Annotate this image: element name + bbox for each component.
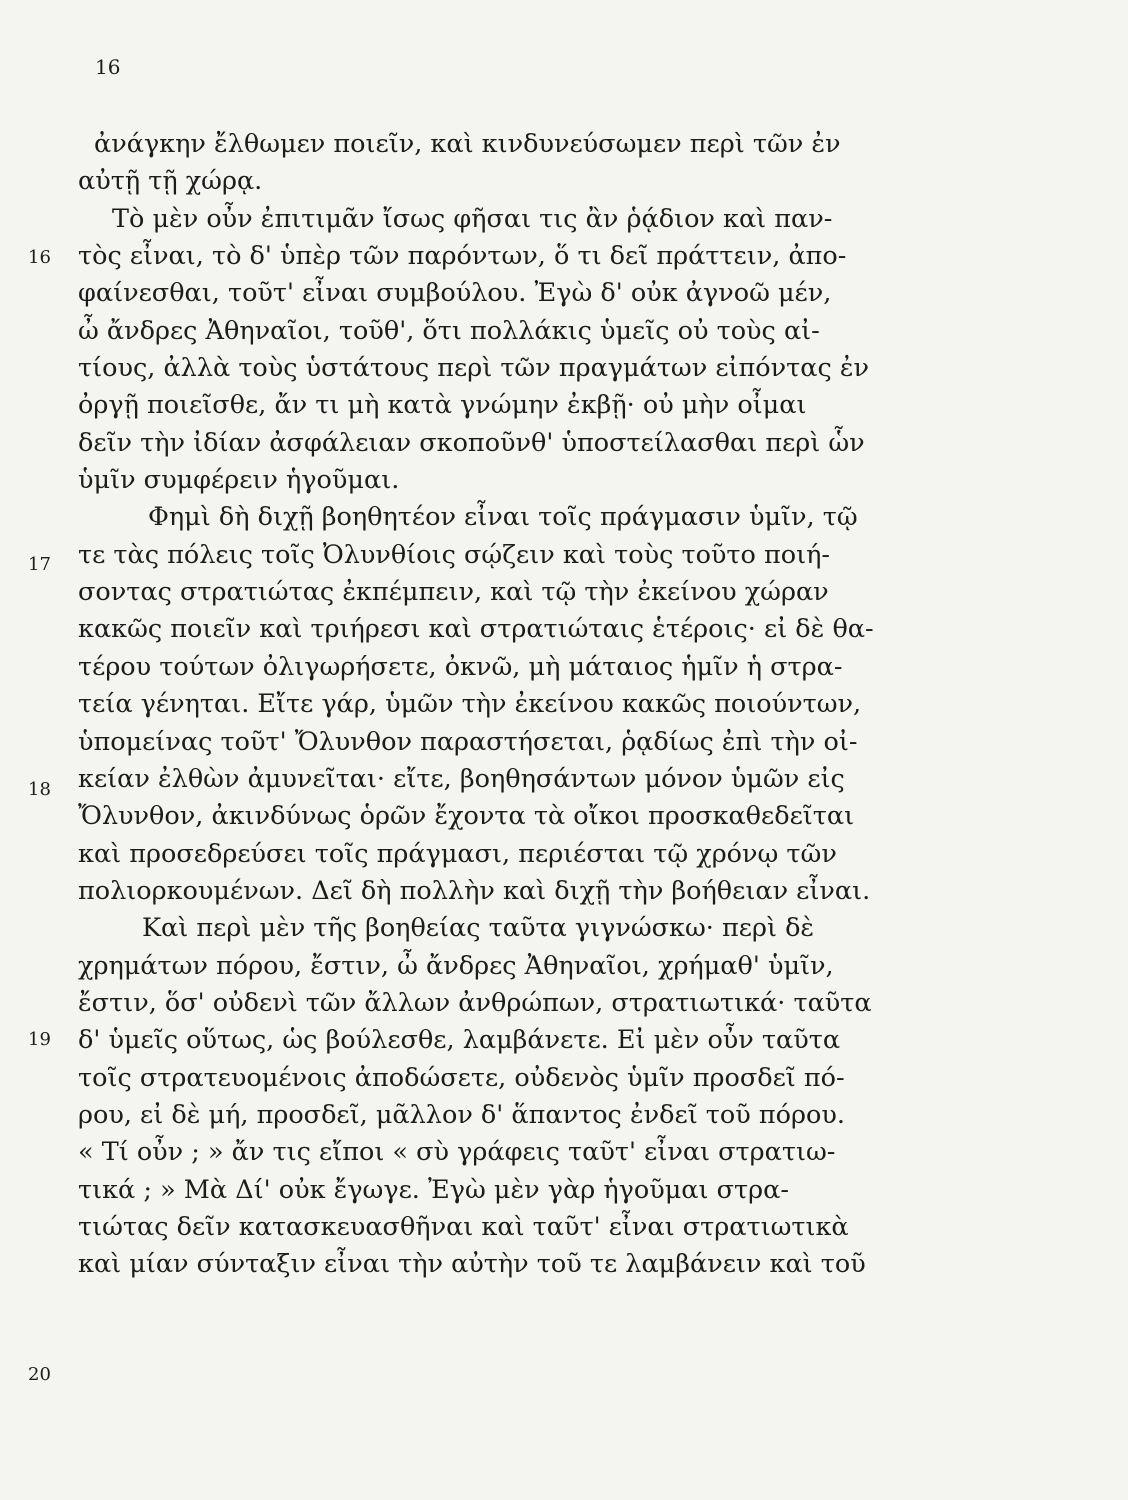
- section-number-17: 17: [28, 554, 51, 575]
- text-line: τικά ; » Μὰ Δί' οὐκ ἔγωγε. Ἐγὼ μὲν γὰρ ἡγοῦμαι στρα-: [78, 1174, 789, 1205]
- text-line: κακῶς ποιεῖν καὶ τριήρεσι καὶ στρατιώταις ἑτέροις· εἰ δὲ θα-: [78, 614, 874, 645]
- section-number-20: 20: [28, 1364, 51, 1385]
- section-number-19: 19: [28, 1029, 51, 1050]
- page-number: 16: [95, 55, 121, 79]
- text-line: ὦ ἄνδρες Ἀθηναῖοι, τοῦθ', ὅτι πολλάκις ὑμεῖς οὐ τοὺς αἰ-: [78, 315, 820, 346]
- text-line: Καὶ περὶ μὲν τῆς βοηθείας ταῦτα γιγνώσκω· περὶ δὲ: [142, 913, 815, 944]
- text-line: σοντας στρατιώτας ἐκπέμπειν, καὶ τῷ τὴν ἐκείνου χώραν: [78, 577, 829, 608]
- text-line: ἔστιν, ὅσ' οὐδενὶ τῶν ἄλλων ἀνθρώπων, στρατιωτικά· ταῦτα: [78, 987, 872, 1018]
- text-line: τὸς εἶναι, τὸ δ' ὑπὲρ τῶν παρόντων, ὅ τι δεῖ πράττειν, ἀπο-: [78, 241, 847, 272]
- text-line: καὶ μίαν σύνταξιν εἶναι τὴν αὐτὴν τοῦ τε λαμβάνειν καὶ τοῦ: [78, 1249, 866, 1280]
- text-line: αὐτῇ τῇ χώρᾳ.: [78, 166, 263, 197]
- text-line: ὑμῖν συμφέρειν ἡγοῦμαι.: [78, 465, 400, 496]
- text-line: ὑπομείνας τοῦτ' Ὄλυνθον παραστήσεται, ῥᾳδίως ἐπὶ τὴν οἰ-: [78, 726, 858, 757]
- text-line: τίους, ἀλλὰ τοὺς ὑστάτους περὶ τῶν πραγμάτων εἰπόντας ἐν: [78, 353, 870, 384]
- text-line: δεῖν τὴν ἰδίαν ἀσφάλειαν σκοποῦνθ' ὑποστείλασθαι περὶ ὧν: [78, 427, 865, 458]
- text-line: φαίνεσθαι, τοῦτ' εἶναι συμβούλου. Ἐγὼ δ' οὐκ ἀγνοῶ μέν,: [78, 278, 832, 309]
- text-line: δ' ὑμεῖς οὕτως, ὡς βούλεσθε, λαμβάνετε. Εἰ μὲν οὖν ταῦτα: [78, 1025, 841, 1056]
- text-line: χρημάτων πόρου, ἔστιν, ὦ ἄνδρες Ἀθηναῖοι, χρήμαθ' ὑμῖν,: [78, 950, 834, 981]
- text-line: καὶ προσεδρεύσει τοῖς πράγμασι, περιέσται τῷ χρόνῳ τῶν: [78, 838, 837, 869]
- body-text: [78, 126, 962, 1284]
- text-line: ἀνάγκην ἔλθωμεν ποιεῖν, καὶ κινδυνεύσωμεν περὶ τῶν ἐν: [94, 129, 841, 159]
- text-line: « Τί οὖν ; » ἄν τις εἴποι « σὺ γράφεις ταῦτ' εἶναι στρατιω-: [78, 1137, 836, 1168]
- text-line: ρου, εἰ δὲ μή, προσδεῖ, μᾶλλον δ' ἅπαντος ἐνδεῖ τοῦ πόρου.: [78, 1099, 845, 1130]
- section-number-16: 16: [28, 247, 51, 268]
- text-line: Τὸ μὲν οὖν ἐπιτιμᾶν ἴσως φῆσαι τις ἂν ῥᾴδιον καὶ παν-: [112, 203, 833, 234]
- text-line: Ὄλυνθον, ἀκινδύνως ὁρῶν ἔχοντα τὰ οἴκοι προσκαθεδεῖται: [78, 801, 855, 832]
- text-line: τεία γένηται. Εἴτε γάρ, ὑμῶν τὴν ἐκείνου κακῶς ποιούντων,: [78, 689, 862, 720]
- text-line: κείαν ἐλθὼν ἀμυνεῖται· εἴτε, βοηθησάντων μόνον ὑμῶν εἰς: [78, 763, 845, 794]
- text-line: πολιορκουμένων. Δεῖ δὴ πολλὴν καὶ διχῇ τὴν βοήθειαν εἶναι.: [78, 875, 871, 906]
- text-line: Φημὶ δὴ διχῇ βοηθητέον εἶναι τοῖς πράγμασιν ὑμῖν, τῷ: [148, 502, 858, 533]
- section-number-18: 18: [28, 779, 51, 800]
- text-line: τε τὰς πόλεις τοῖς Ὀλυνθίοις σῴζειν καὶ τοὺς τοῦτο ποιή-: [78, 539, 830, 570]
- text-line: ὀργῇ ποιεῖσθε, ἄν τι μὴ κατὰ γνώμην ἐκβῇ· οὐ μὴν οἶμαι: [78, 390, 807, 421]
- text-line: τέρου τούτων ὀλιγωρήσετε, ὀκνῶ, μὴ μάταιος ἡμῖν ἡ στρα-: [78, 651, 843, 682]
- text-line: τοῖς στρατευομένοις ἀποδώσετε, οὐδενὸς ὑμῖν προσδεῖ πό-: [78, 1062, 845, 1093]
- text-line: τιώτας δεῖν κατασκευασθῆναι καὶ ταῦτ' εἶναι στρατιωτικὰ: [78, 1211, 849, 1242]
